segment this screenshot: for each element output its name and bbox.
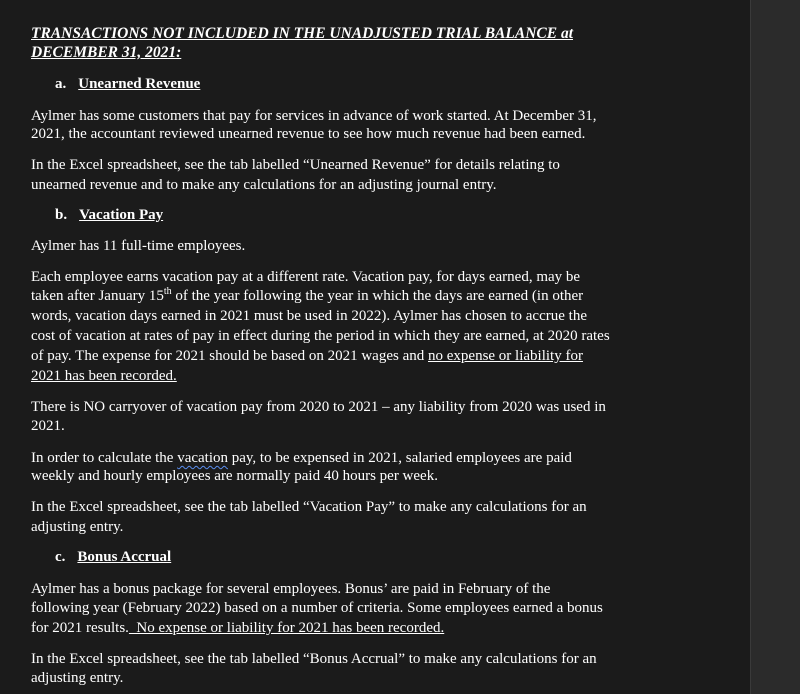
section-b-paragraph-1: Aylmer has 11 full-time employees.: [31, 238, 246, 254]
section-b-paragraph-4-line-2: weekly and hourly employees are normally paid 40 hours per week.: [31, 468, 438, 484]
text-run: taken after January 15: [31, 288, 164, 304]
superscript: th: [163, 286, 172, 297]
underlined-text: no expense or liability for: [428, 348, 583, 364]
text-run: of the year following the year in which the days are earned (in other: [171, 288, 584, 304]
window-side-panel: [750, 0, 800, 694]
section-b-paragraph-2-line-6: [31, 366, 177, 386]
section-a-paragraph-2-line-1: In the Excel spreadsheet, see the tab labelled “Unearned Revenue” for details relating to: [31, 157, 560, 173]
section-b-paragraph-3-line-1: There is NO carryover of vacation pay from 2020 to 2021 – any liability from 2020 was used in: [31, 399, 606, 415]
section-b-paragraph-3-line-2: 2021.: [31, 418, 65, 434]
section-a-paragraph-2-line-2: unearned revenue and to make any calculations for an adjusting journal entry.: [31, 177, 497, 193]
text-run: for 2021 results.: [31, 620, 129, 636]
section-a-title: Unearned Revenue: [78, 76, 201, 92]
text-run: pay, to be expensed in 2021, salaried employees are paid: [228, 450, 572, 466]
section-b-paragraph-5-line-1: In the Excel spreadsheet, see the tab labelled “Vacation Pay” to make any calculations for an: [31, 499, 587, 515]
section-b-paragraph-2-line-3: words, vacation days earned in 2021 must be used in 2022). Aylmer has chosen to accrue the: [31, 308, 587, 324]
section-b-paragraph-4-line-1: [31, 448, 572, 468]
underlined-text: 2021 has been recorded.: [31, 368, 177, 384]
section-a-paragraph-1-line-2: 2021, the accountant reviewed unearned revenue to see how much revenue had been earned.: [31, 126, 586, 142]
section-c-paragraph-1-line-1: Aylmer has a bonus package for several employees. Bonus’ are paid in February of the: [31, 581, 551, 597]
document-title-line-1: TRANSACTIONS NOT INCLUDED IN THE UNADJUSTED TRIAL BALANCE at: [31, 25, 574, 42]
section-b-heading: [55, 205, 163, 225]
section-c-paragraph-2-line-2: adjusting entry.: [31, 670, 124, 686]
section-b-paragraph-2-line-4: cost of vacation at rates of pay in effect during the period in which they are earned, at 2020 rates: [31, 328, 610, 344]
section-b-paragraph-2-line-2: [31, 286, 583, 306]
text-run: In order to calculate the: [31, 450, 178, 466]
section-a-heading: [55, 74, 200, 94]
section-c-paragraph-1-line-3: [31, 618, 444, 638]
section-c-paragraph-2-line-1: In the Excel spreadsheet, see the tab labelled “Bonus Accrual” to make any calculations for an: [31, 651, 597, 667]
section-c-paragraph-1-line-2: following year (February 2022) based on a number of criteria. Some employees earned a bonus: [31, 600, 603, 616]
section-b-paragraph-2-line-1: Each employee earns vacation pay at a different rate. Vacation pay, for days earned, may be: [31, 269, 581, 285]
text-run: of pay. The expense for 2021 should be based on 2021 wages and: [31, 348, 428, 364]
section-b-paragraph-2-line-5: [31, 346, 583, 366]
section-b-title: Vacation Pay: [79, 207, 164, 223]
document-title-line-2: DECEMBER 31, 2021:: [31, 44, 182, 61]
section-b-paragraph-5-line-2: adjusting entry.: [31, 519, 124, 535]
spellcheck-word[interactable]: vacation: [177, 450, 228, 466]
section-c-heading: [55, 547, 171, 567]
section-b-letter: b.: [55, 207, 68, 223]
underlined-text: No expense or liability for 2021 has been recorded.: [128, 620, 445, 636]
section-a-letter: a.: [55, 76, 67, 92]
section-a-paragraph-1-line-1: Aylmer has some customers that pay for services in advance of work started. At December 31,: [31, 108, 597, 124]
section-c-title: Bonus Accrual: [77, 549, 172, 565]
section-c-letter: c.: [55, 549, 66, 565]
